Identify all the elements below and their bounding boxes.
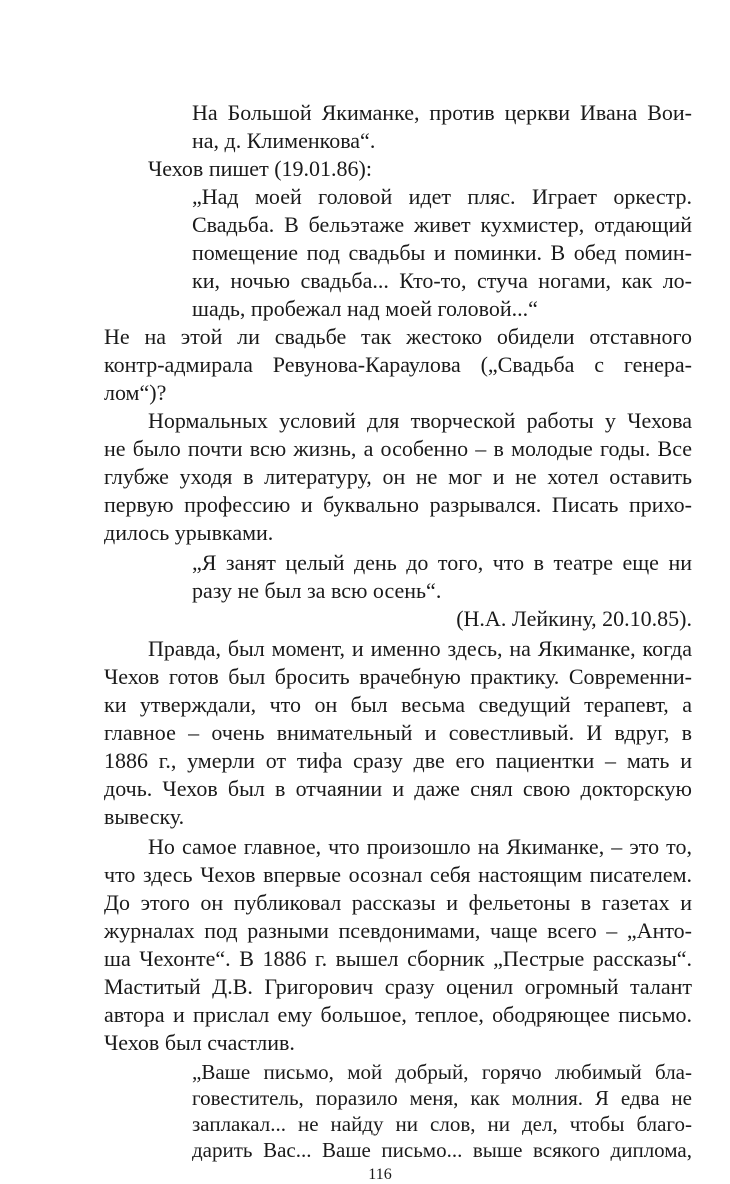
text-line: помещение под свадьбы и поминки. В обед помин- (192, 240, 692, 265)
text-line: лом“)? (104, 380, 167, 405)
text-line: дарить Вас... Ваше письмо... выше всякого диплома, (192, 1138, 692, 1162)
text-line: Нормальных условий для творческой работы у Чехова (148, 408, 692, 433)
text-line: автора и прислал ему большое, теплое, ободряющее письмо. (104, 1002, 692, 1027)
text-line: Но самое главное, что произошло на Якиманке, – это то, (148, 834, 692, 859)
text-line: Не на этой ли свадьбе так жестоко обидели отставного (104, 324, 692, 349)
text-line: Чехов готов был бросить врачебную практику. Современни- (104, 664, 692, 689)
text-line: Свадьба. В бельэтаже живет кухмистер, отдающий (192, 212, 692, 237)
page-number: 116 (368, 1166, 392, 1183)
text-line: ша Чехонте“. В 1886 г. вышел сборник „Пестрые рассказы“. (104, 946, 692, 971)
text-line: До этого он публиковал рассказы и фельетоны в газетах и (104, 890, 692, 915)
text-line: вывеску. (104, 804, 185, 829)
text-line: дочь. Чехов был в отчаянии и даже снял свою докторскую (104, 776, 692, 801)
text-line: Правда, был момент, и именно здесь, на Якиманке, когда (148, 636, 692, 661)
text-line: не было почти всю жизнь, а особенно – в молодые годы. Все (104, 436, 692, 461)
text-line: заплакал... не найду ни слов, ни дел, чтобы благо- (192, 1112, 692, 1136)
text-line: ки утверждали, что он был весьма сведущий терапевт, а (104, 692, 692, 717)
citation: (Н.А. Лейкину, 20.10.85). (456, 606, 692, 631)
text-line: шадь, пробежал над моей головой...“ (192, 296, 538, 321)
text-line: Чехов пишет (19.01.86): (148, 156, 372, 181)
text-line: первую профессию и буквально разрывался. Писать прихо- (104, 492, 692, 517)
text-line: дилось урывками. (104, 520, 274, 545)
text-line: „Ваше письмо, мой добрый, горячо любимый бла- (192, 1060, 692, 1084)
text-line: На Большой Якиманке, против церкви Ивана Вои- (192, 100, 692, 125)
text-line: что здесь Чехов впервые осознал себя настоящим писателем. (104, 862, 692, 887)
text-line: на, д. Клименкова“. (192, 128, 376, 153)
text-line: Маститый Д.В. Григорович сразу оценил огромный талант (104, 974, 692, 999)
text-line: „Я занят целый день до того, что в театре еще ни (192, 550, 692, 575)
text-line: глубже уходя в литературу, он не мог и не хотел оставить (104, 464, 692, 489)
text-line: главное – очень внимательный и совестливый. И вдруг, в (104, 720, 692, 745)
text-line: Чехов был счастлив. (104, 1030, 295, 1055)
text-line: контр-адмирала Ревунова-Караулова („Свадьба с генера- (104, 352, 692, 377)
text-line: разу не был за всю осень“. (192, 578, 442, 603)
text-line: журналах под разными псевдонимами, чаще всего – „Анто- (104, 918, 692, 943)
text-line: „Над моей головой идет пляс. Играет оркестр. (192, 184, 692, 209)
text-line: 1886 г., умерли от тифа сразу две его пациентки – мать и (104, 748, 692, 773)
text-line: ки, ночью свадьба... Кто-то, стуча ногами, как ло- (192, 268, 692, 293)
text-line: говеститель, поразило меня, как молния. Я едва не (192, 1086, 692, 1110)
